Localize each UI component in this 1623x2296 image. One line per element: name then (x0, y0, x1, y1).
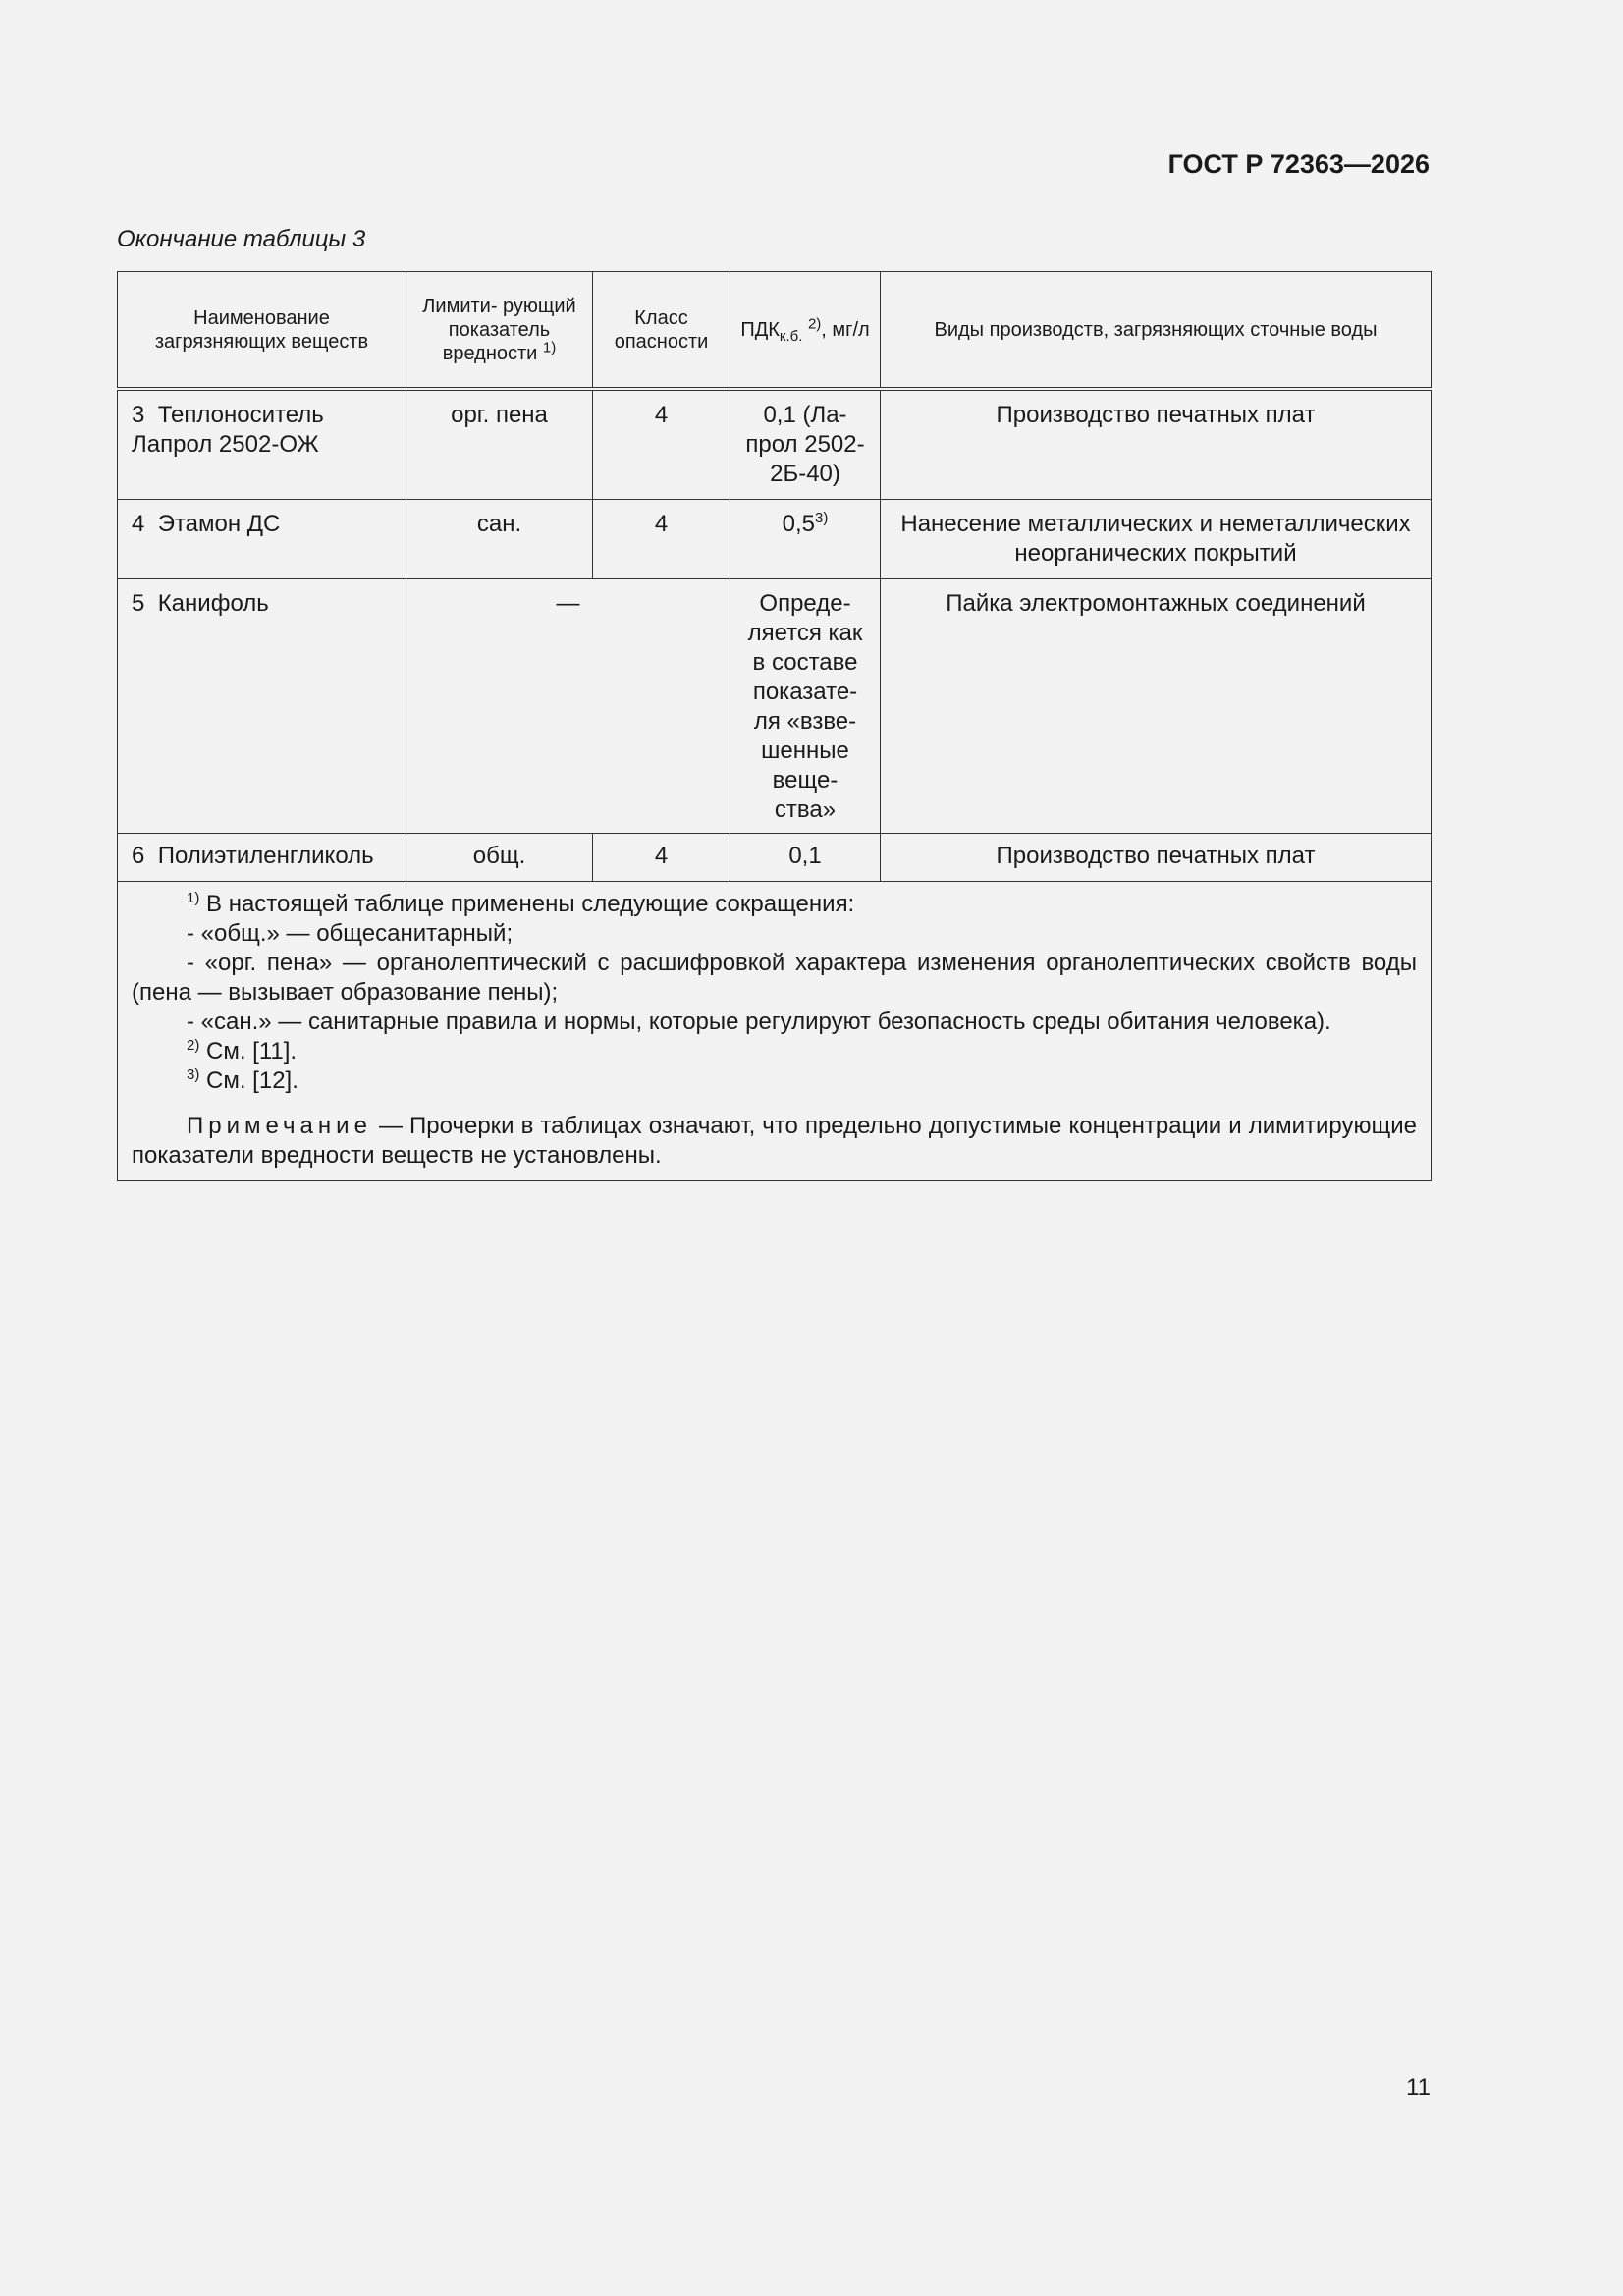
hazard-class: 4 (654, 402, 669, 428)
col-header-limit-text: Лимити- рующий показатель вредности (422, 295, 576, 364)
pdk-subscript: к.б. (779, 327, 803, 345)
pdk-value: 0,5 (782, 511, 816, 537)
footnote-ref: 2) (807, 314, 822, 332)
col-header-pdk-text: ПДК (740, 318, 780, 341)
row-number: 3 (132, 402, 145, 428)
note-label: Примечание (187, 1113, 372, 1139)
footnote-text: В настоящей таблице применены следующие сокращения: (206, 891, 855, 917)
pdk-value: Опреде- ляется как в составе показате- ля «взве- шенные веще- ства» (747, 590, 863, 823)
col-header-name (118, 272, 406, 390)
table-row (118, 834, 1432, 882)
production-type: Производство печатных плат (996, 402, 1316, 428)
col-header-class (593, 272, 730, 390)
col-header-production (881, 272, 1432, 390)
col-header-pdk (730, 272, 881, 390)
pdk-value: 0,1 (788, 843, 822, 869)
abbreviation-item: - «орг. пена» — органолептический с расшифровкой характера изменения органолептических свойств воды (пена — вызывает образование пены); (132, 950, 1417, 1006)
col-header-production-text: Виды производств, загрязняющих сточные воды (934, 318, 1378, 341)
substance-name: Канифоль (157, 590, 269, 617)
table-row (118, 389, 1432, 500)
limit-indicator: орг. пена (451, 402, 548, 428)
pdk-unit: , мг/л (821, 318, 870, 341)
col-header-limit (406, 272, 593, 390)
col-header-class-text: Класс опасности (614, 306, 709, 353)
abbreviation-item: - «сан.» — санитарные правила и нормы, которые регулируют безопасность среды обитания человека). (187, 1009, 1331, 1035)
row-number: 4 (132, 511, 145, 537)
document-code: ГОСТ Р 72363—2026 (1167, 149, 1430, 179)
substance-name: Полиэтиленгликоль (157, 843, 374, 869)
table-row (118, 500, 1432, 579)
note-text: — Прочерки в таблицах означают, что предельно допустимые концентрации и лимитирующие показатели вредности веществ не установлены. (132, 1113, 1417, 1169)
hazard-class: 4 (654, 843, 669, 869)
table-caption: Окончание таблицы 3 (117, 226, 366, 252)
page-number: 11 (1406, 2074, 1431, 2101)
limit-indicator: сан. (476, 511, 522, 537)
abbreviation-item: - «общ.» — общесанитарный; (187, 920, 514, 947)
row-number: 6 (132, 843, 145, 869)
production-type: Нанесение металлических и неметаллических неорганических покрытий (900, 511, 1411, 567)
substance-name: Теплоноситель Лапрол 2502-ОЖ (132, 402, 324, 458)
table-footnotes (118, 882, 1431, 1180)
limit-class-merged: — (556, 590, 580, 617)
row-number: 5 (132, 590, 145, 617)
substance-name: Этамон ДС (157, 511, 281, 537)
col-header-name-text: Наименование загрязняющих веществ (154, 306, 369, 353)
footnote-mark: 2) (187, 1037, 200, 1054)
footnotes-row (118, 882, 1432, 1181)
footnote-ref: 1) (542, 338, 557, 355)
footnote-text: См. [12]. (206, 1067, 298, 1094)
footnote-ref: 3) (815, 510, 829, 526)
table-header-row (118, 272, 1432, 390)
footnote-mark: 3) (187, 1066, 200, 1083)
production-type: Производство печатных плат (996, 843, 1316, 869)
limit-indicator: общ. (472, 843, 526, 869)
footnote-text: См. [11]. (206, 1038, 298, 1065)
hazard-class: 4 (654, 511, 669, 537)
footnote-mark: 1) (187, 890, 200, 906)
production-type: Пайка электромонтажных соединений (946, 590, 1366, 617)
pdk-value: 0,1 (Ла- прол 2502- 2Б-40) (745, 402, 865, 487)
substances-table (117, 271, 1432, 1181)
table-row (118, 579, 1432, 834)
